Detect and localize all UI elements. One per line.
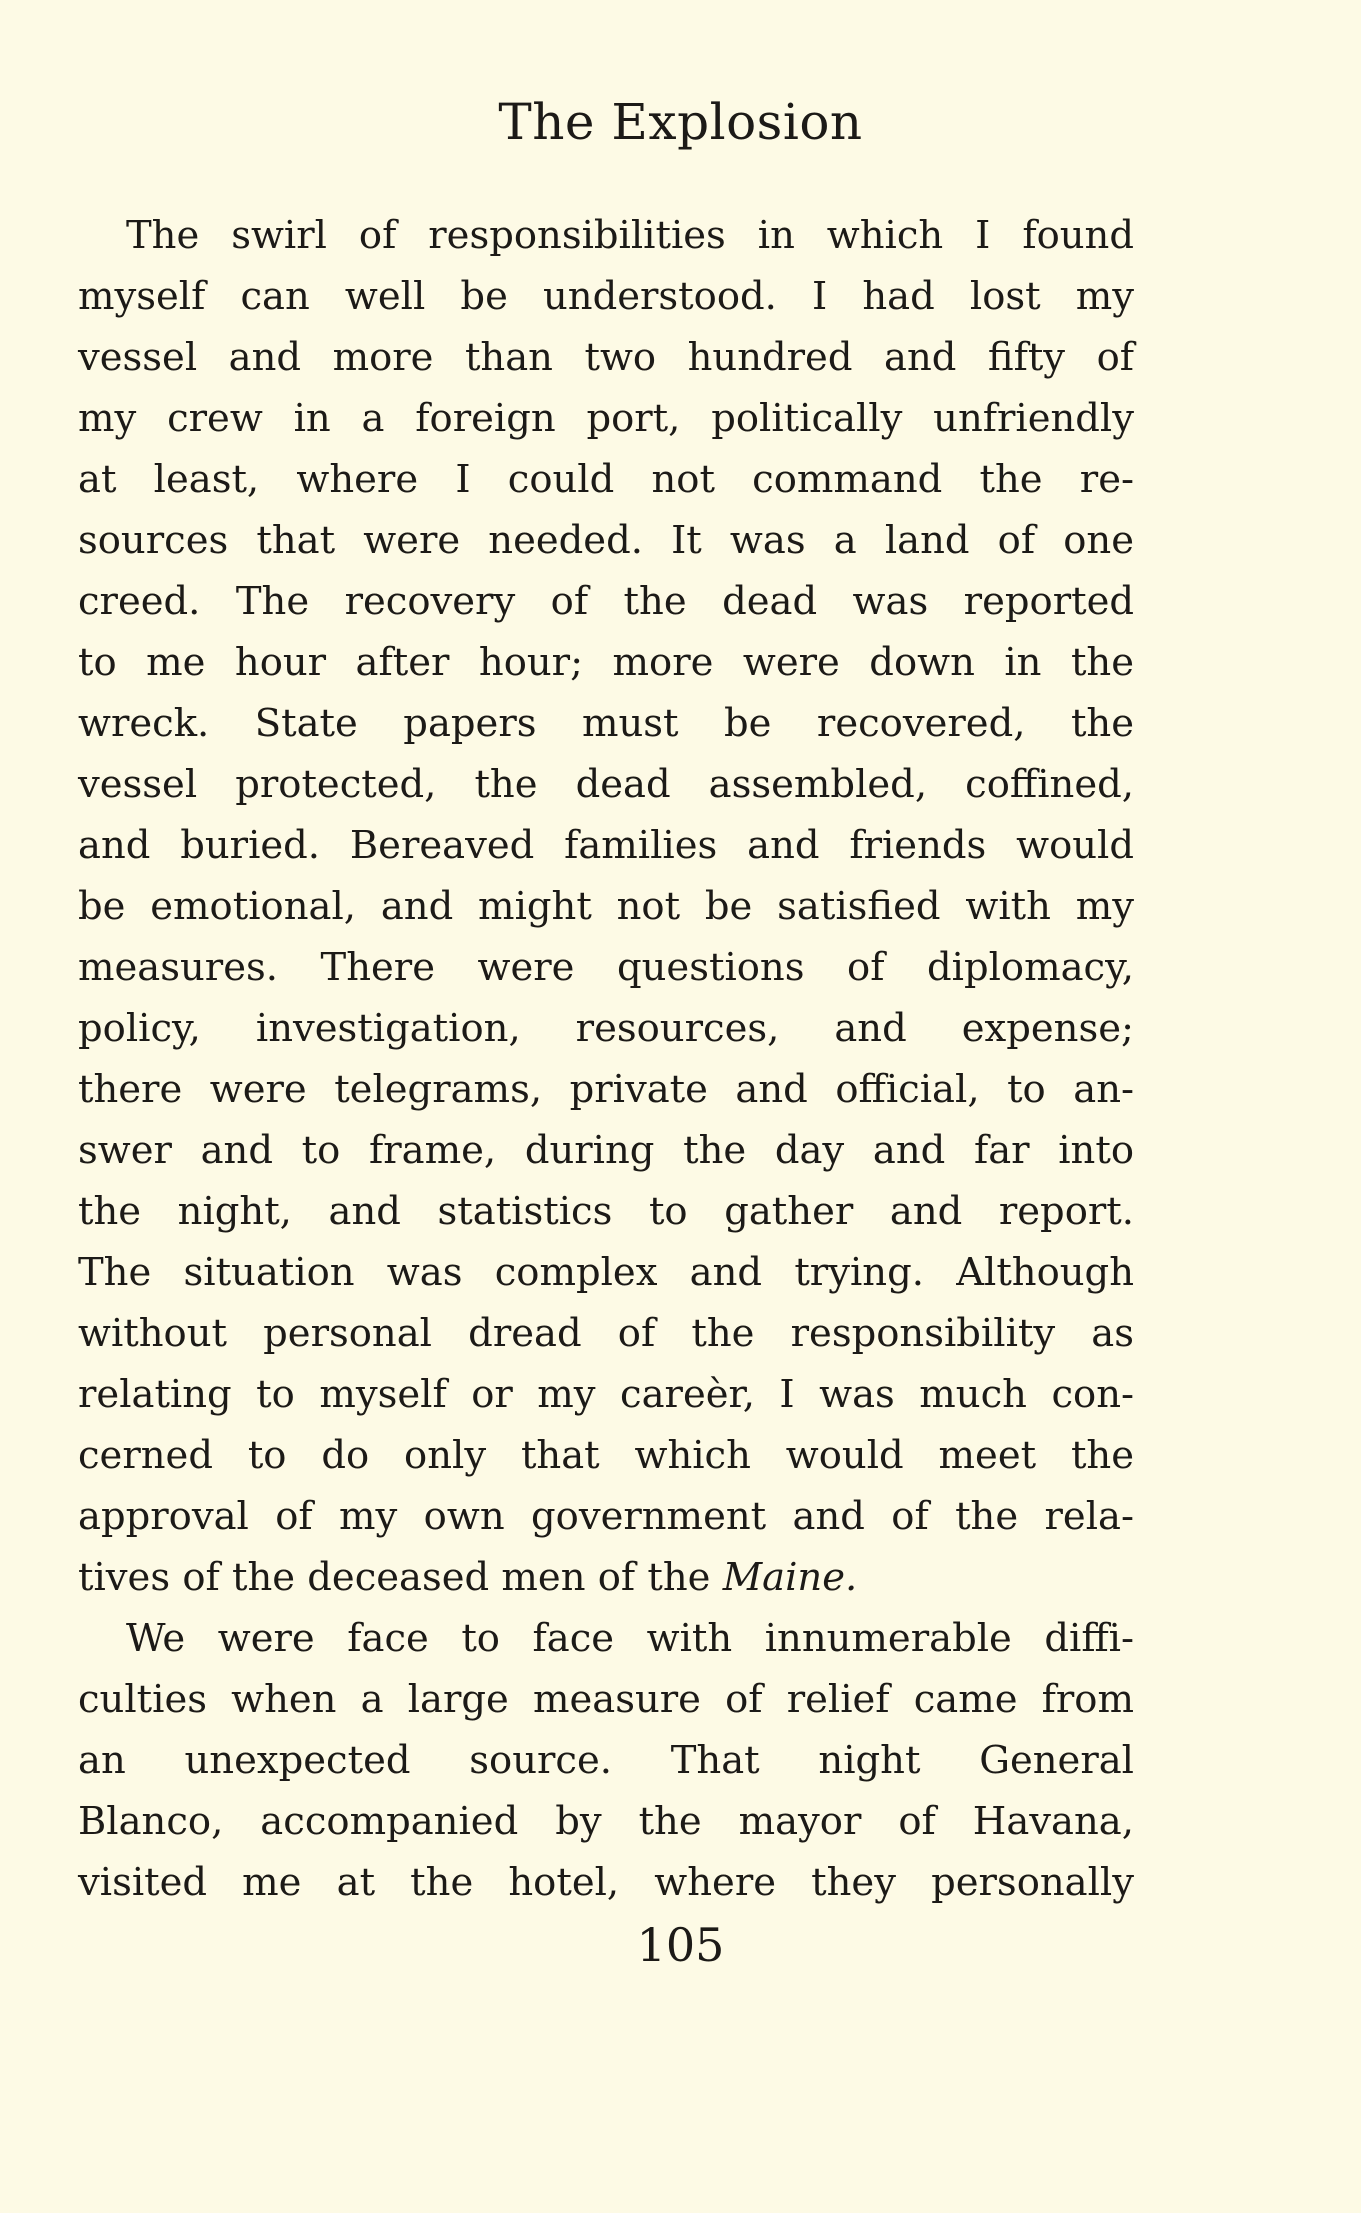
body-text	[78, 205, 1134, 1913]
text-line: swer and to frame, during the day and far into	[78, 1128, 1134, 1173]
text-line: visited me at the hotel, where they personally	[78, 1860, 1134, 1905]
text-line: the night, and statistics to gather and report.	[78, 1189, 1134, 1234]
running-head: The Explosion	[498, 93, 863, 151]
text-line: policy, investigation, resources, and expense;	[78, 1006, 1134, 1051]
text-line: there were telegrams, private and official, to an-	[78, 1067, 1134, 1112]
text-line: approval of my own government and of the rela-	[78, 1494, 1134, 1539]
text-line: wreck. State papers must be recovered, the	[78, 701, 1134, 746]
text-line: be emotional, and might not be satisfied with my	[78, 884, 1134, 929]
text-line: without personal dread of the responsibility as	[78, 1311, 1134, 1356]
text-line: culties when a large measure of relief came from	[78, 1677, 1134, 1722]
text-line: at least, where I could not command the re-	[78, 457, 1134, 502]
text-line: myself can well be understood. I had lost my	[78, 274, 1134, 319]
text-line: cerned to do only that which would meet the	[78, 1433, 1134, 1478]
text-line: relating to myself or my careèr, I was much con-	[78, 1372, 1134, 1417]
text-line: an unexpected source. That night General	[78, 1738, 1134, 1783]
text-line-start: tives of the deceased men of the	[78, 1555, 711, 1600]
text-line: vessel protected, the dead assembled, coffined,	[78, 762, 1134, 807]
text-line: The swirl of responsibilities in which I found	[126, 213, 1134, 258]
text-line-last	[78, 1547, 1134, 1608]
text-line: sources that were needed. It was a land of one	[78, 518, 1134, 563]
page-number: 105	[636, 1918, 725, 1972]
text-line: The situation was complex and trying. Although	[78, 1250, 1134, 1295]
ship-name: Maine.	[722, 1555, 858, 1600]
text-line: We were face to face with innumerable diffi-	[126, 1616, 1134, 1661]
text-line: to me hour after hour; more were down in the	[78, 640, 1134, 685]
text-line: my crew in a foreign port, politically unfriendly	[78, 396, 1134, 441]
text-line: vessel and more than two hundred and fifty of	[78, 335, 1134, 380]
text-line: and buried. Bereaved families and friends would	[78, 823, 1134, 868]
text-line: Blanco, accompanied by the mayor of Havana,	[78, 1799, 1134, 1844]
text-line: creed. The recovery of the dead was reported	[78, 579, 1134, 624]
text-line: measures. There were questions of diplomacy,	[78, 945, 1134, 990]
